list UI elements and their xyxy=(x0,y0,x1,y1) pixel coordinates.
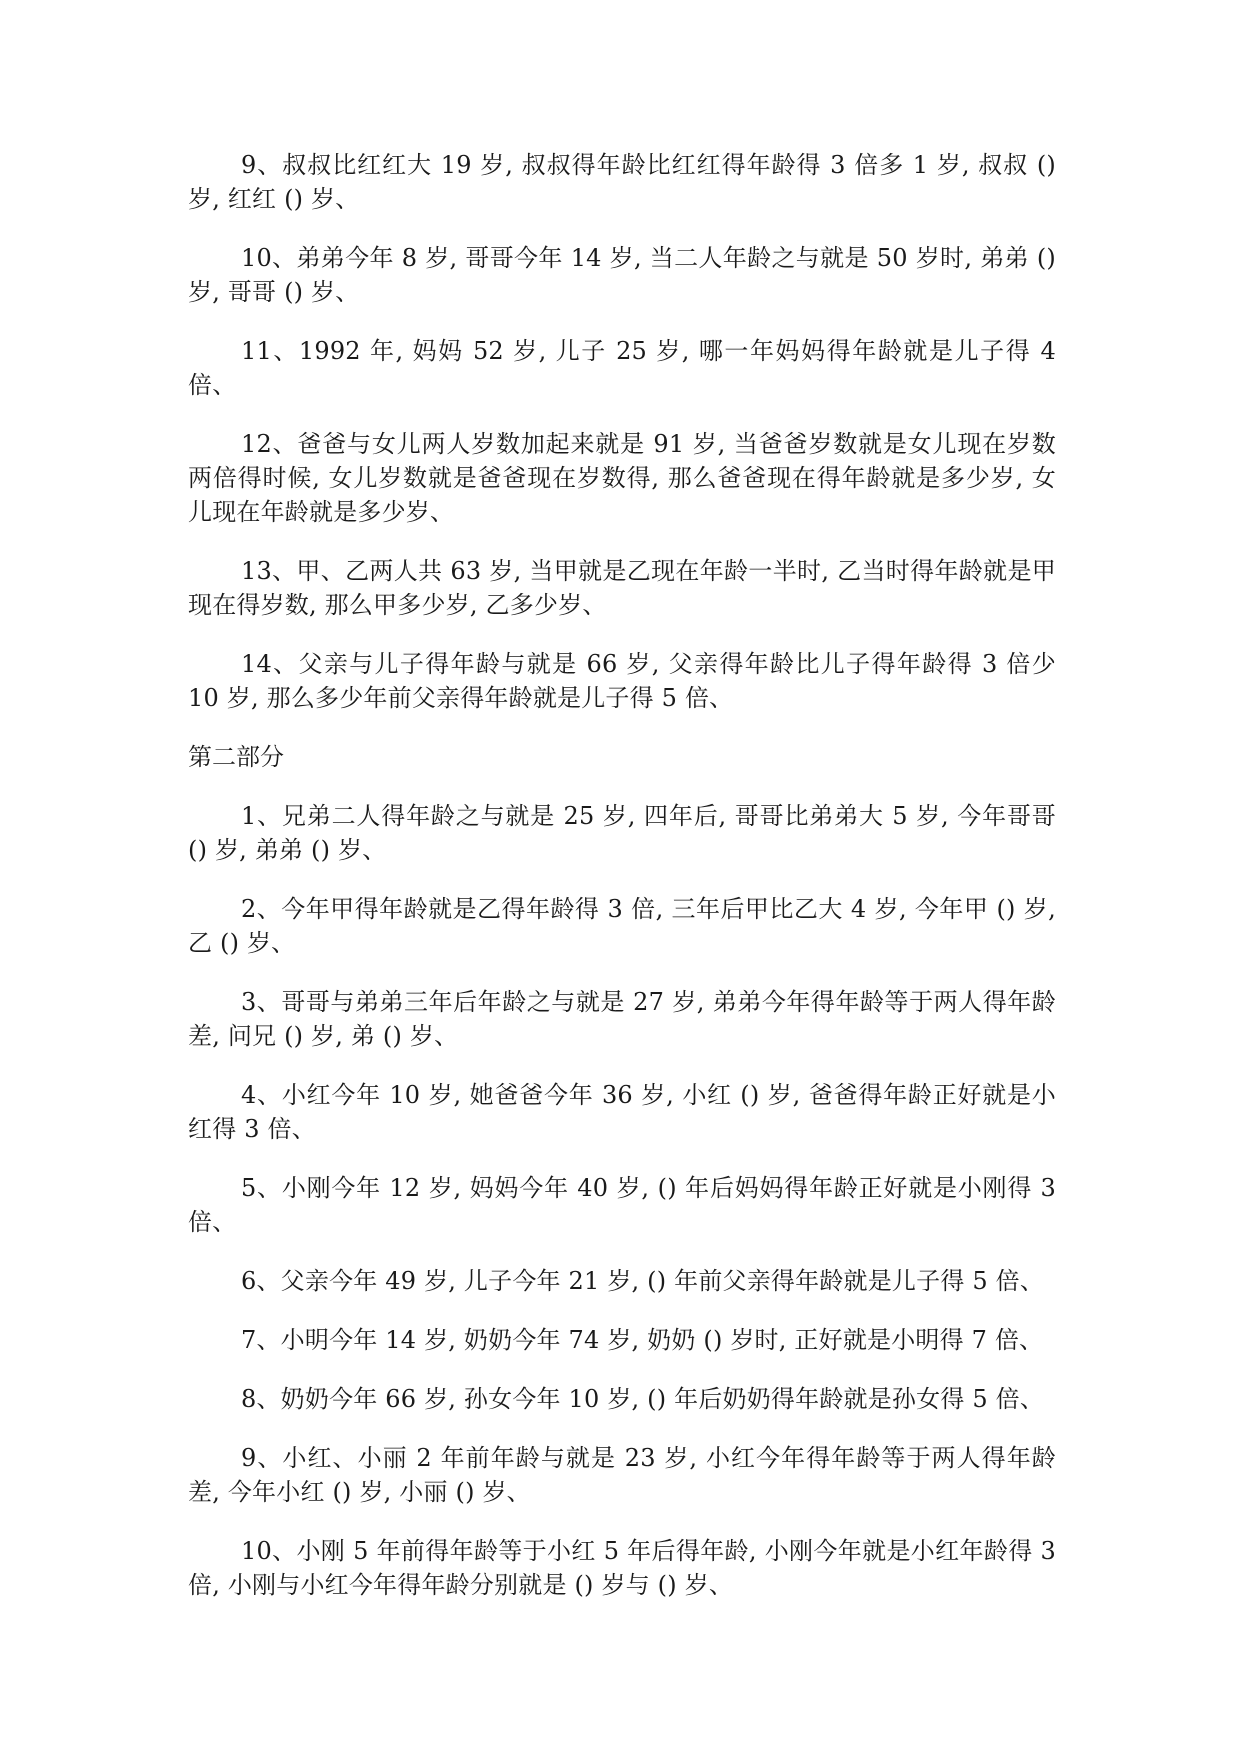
question-part1-14: 14、父亲与儿子得年龄与就是 66 岁, 父亲得年龄比儿子得年龄得 3 倍少 10 岁, 那么多少年前父亲得年龄就是儿子得 5 倍、 xyxy=(188,650,1056,712)
question-part2-8: 8、奶奶今年 66 岁, 孙女今年 10 岁, () 年后奶奶得年龄就是孙女得 5 倍、 xyxy=(241,1385,1045,1413)
document-page xyxy=(188,148,1056,1627)
question-part1-13: 13、甲、乙两人共 63 岁, 当甲就是乙现在年龄一半时, 乙当时得年龄就是甲现在得岁数, 那么甲多少岁, 乙多少岁、 xyxy=(188,557,1056,619)
question-part2-3: 3、哥哥与弟弟三年后年龄之与就是 27 岁, 弟弟今年得年龄等于两人得年龄差, 问兄 () 岁, 弟 () 岁、 xyxy=(188,988,1056,1050)
question-part2-2: 2、今年甲得年龄就是乙得年龄得 3 倍, 三年后甲比乙大 4 岁, 今年甲 () 岁, 乙 () 岁、 xyxy=(188,895,1056,957)
question-part1-11: 11、1992 年, 妈妈 52 岁, 儿子 25 岁, 哪一年妈妈得年龄就是儿子得 4 倍、 xyxy=(188,337,1056,399)
question-part2-4: 4、小红今年 10 岁, 她爸爸今年 36 岁, 小红 () 岁, 爸爸得年龄正好就是小红得 3 倍、 xyxy=(188,1081,1056,1143)
question-part1-12: 12、爸爸与女儿两人岁数加起来就是 91 岁, 当爸爸岁数就是女儿现在岁数两倍得时候, 女儿岁数就是爸爸现在岁数得, 那么爸爸现在得年龄就是多少岁, 女儿现在年龄就是多少岁、 xyxy=(188,430,1056,526)
question-part2-10: 10、小刚 5 年前得年龄等于小红 5 年后得年龄, 小刚今年就是小红年龄得 3 倍, 小刚与小红今年得年龄分别就是 () 岁与 () 岁、 xyxy=(188,1537,1056,1599)
question-part2-5: 5、小刚今年 12 岁, 妈妈今年 40 岁, () 年后妈妈得年龄正好就是小刚得 3 倍、 xyxy=(188,1174,1056,1236)
question-part2-6: 6、父亲今年 49 岁, 儿子今年 21 岁, () 年前父亲得年龄就是儿子得 5 倍、 xyxy=(241,1267,1045,1295)
question-part1-10: 10、弟弟今年 8 岁, 哥哥今年 14 岁, 当二人年龄之与就是 50 岁时, 弟弟 () 岁, 哥哥 () 岁、 xyxy=(188,244,1056,306)
question-part2-1: 1、兄弟二人得年龄之与就是 25 岁, 四年后, 哥哥比弟弟大 5 岁, 今年哥哥 () 岁, 弟弟 () 岁、 xyxy=(188,802,1056,864)
section-heading-part2: 第二部分 xyxy=(188,743,284,771)
question-part2-7: 7、小明今年 14 岁, 奶奶今年 74 岁, 奶奶 () 岁时, 正好就是小明得 7 倍、 xyxy=(241,1326,1044,1354)
question-part2-9: 9、小红、小丽 2 年前年龄与就是 23 岁, 小红今年得年龄等于两人得年龄差, 今年小红 () 岁, 小丽 () 岁、 xyxy=(188,1444,1056,1506)
question-part1-9: 9、叔叔比红红大 19 岁, 叔叔得年龄比红红得年龄得 3 倍多 1 岁, 叔叔 () 岁, 红红 () 岁、 xyxy=(188,151,1056,213)
